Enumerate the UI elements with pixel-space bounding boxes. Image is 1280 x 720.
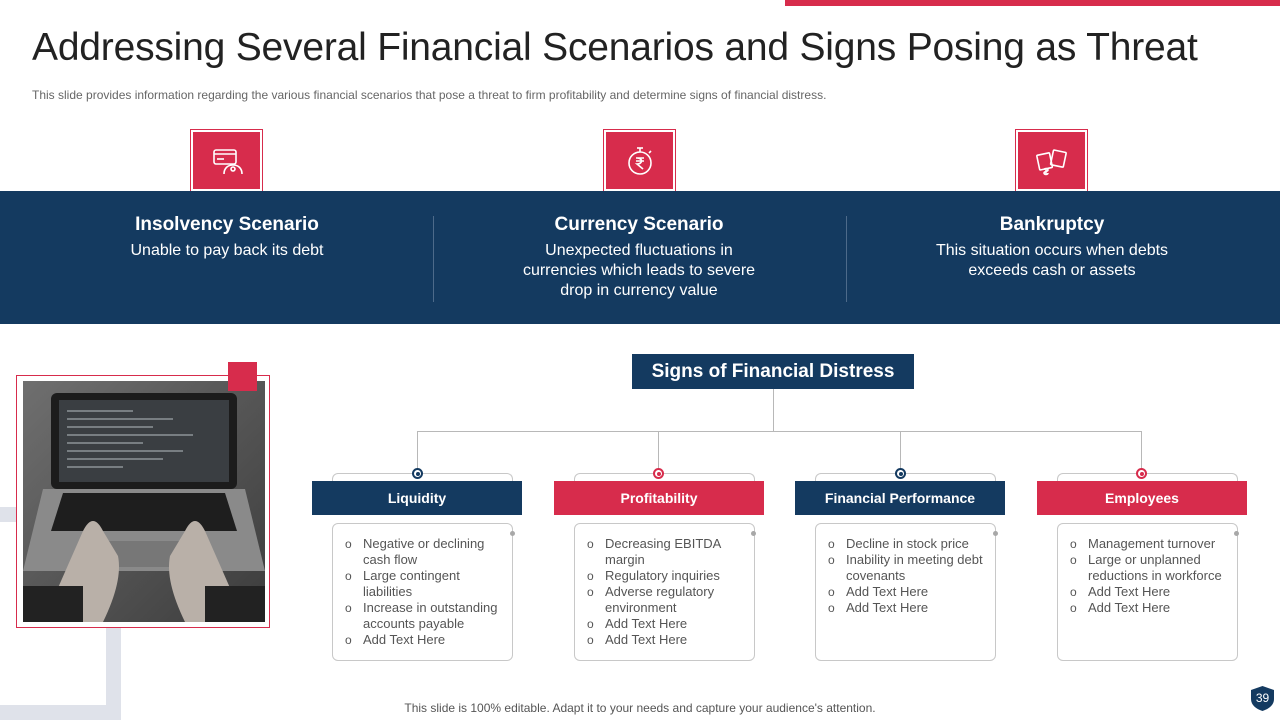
- accent-square: [228, 362, 257, 391]
- credit-card-icon: [191, 130, 262, 191]
- scenario-title: Insolvency Scenario: [135, 214, 319, 235]
- list-item: o Add Text Here: [826, 600, 989, 616]
- wallet-cards-icon: [1016, 130, 1087, 191]
- scenario-description: Unable to pay back its debt: [130, 242, 324, 259]
- scenario-currency: [433, 191, 845, 324]
- distress-title: Signs of Financial Distress: [632, 354, 914, 389]
- list-item: o Add Text Here: [585, 632, 748, 648]
- mini-dot: [1234, 531, 1239, 536]
- rupee-stopwatch-icon: [604, 130, 675, 191]
- mini-dot: [993, 531, 998, 536]
- slide-subtitle: This slide provides information regarding the various financial scenarios that pose a threat to firm profitability and determine signs of financial distress.: [32, 88, 827, 102]
- laptop-photo: [23, 381, 265, 622]
- mini-dot: [510, 531, 515, 536]
- category-list: [1057, 523, 1238, 661]
- top-accent-bar: [785, 0, 1280, 6]
- connector-line: [900, 431, 901, 473]
- slide-title: Addressing Several Financial Scenarios and Signs Posing as Threat: [32, 26, 1198, 69]
- connector-line: [658, 431, 659, 473]
- list-item: o Large contingent liabilities: [343, 568, 506, 600]
- category-list: [332, 523, 513, 661]
- list-item: o Inability in meeting debt covenants: [826, 552, 989, 584]
- list-item: o Decline in stock price: [826, 536, 989, 552]
- list-item: o Add Text Here: [1068, 584, 1231, 600]
- category-list: [574, 523, 755, 661]
- connector-line: [1141, 431, 1142, 473]
- scenario-description: This situation occurs when debts exceeds cash or assets: [935, 242, 1169, 279]
- list-item: o Add Text Here: [343, 632, 506, 648]
- list-item: o Adverse regulatory environment: [585, 584, 748, 616]
- connector-line: [773, 389, 774, 431]
- list-item: o Negative or declining cash flow: [343, 536, 506, 568]
- list-item: o Large or unplanned reductions in workforce: [1068, 552, 1231, 584]
- node-dot: [1136, 468, 1147, 479]
- category-list: [815, 523, 996, 661]
- scenario-title: Bankruptcy: [999, 214, 1105, 235]
- category-employees: Employees: [1037, 481, 1247, 515]
- list-item: o Add Text Here: [585, 616, 748, 632]
- scenario-bankruptcy: [846, 191, 1258, 324]
- connector-line: [417, 431, 1142, 432]
- page-number: 39: [1255, 691, 1270, 705]
- connector-line: [417, 431, 418, 473]
- scenario-title: Currency Scenario: [554, 214, 724, 235]
- node-dot: [653, 468, 664, 479]
- node-dot: [895, 468, 906, 479]
- list-item: o Add Text Here: [1068, 600, 1231, 616]
- category-financial-performance: Financial Performance: [795, 481, 1005, 515]
- footer-note: This slide is 100% editable. Adapt it to your needs and capture your audience's attention.: [404, 701, 876, 715]
- list-item: o Management turnover: [1068, 536, 1231, 552]
- list-item: o Regulatory inquiries: [585, 568, 748, 584]
- category-liquidity: Liquidity: [312, 481, 522, 515]
- list-item: o Increase in outstanding accounts payable: [343, 600, 506, 632]
- category-profitability: Profitability: [554, 481, 764, 515]
- list-item: o Decreasing EBITDA margin: [585, 536, 748, 568]
- scenario-insolvency: [21, 191, 433, 324]
- mini-dot: [751, 531, 756, 536]
- node-dot: [412, 468, 423, 479]
- list-item: o Add Text Here: [826, 584, 989, 600]
- scenario-description: Unexpected fluctuations in currencies which leads to severe drop in currency value: [522, 242, 756, 299]
- page-number-badge: [1250, 685, 1275, 712]
